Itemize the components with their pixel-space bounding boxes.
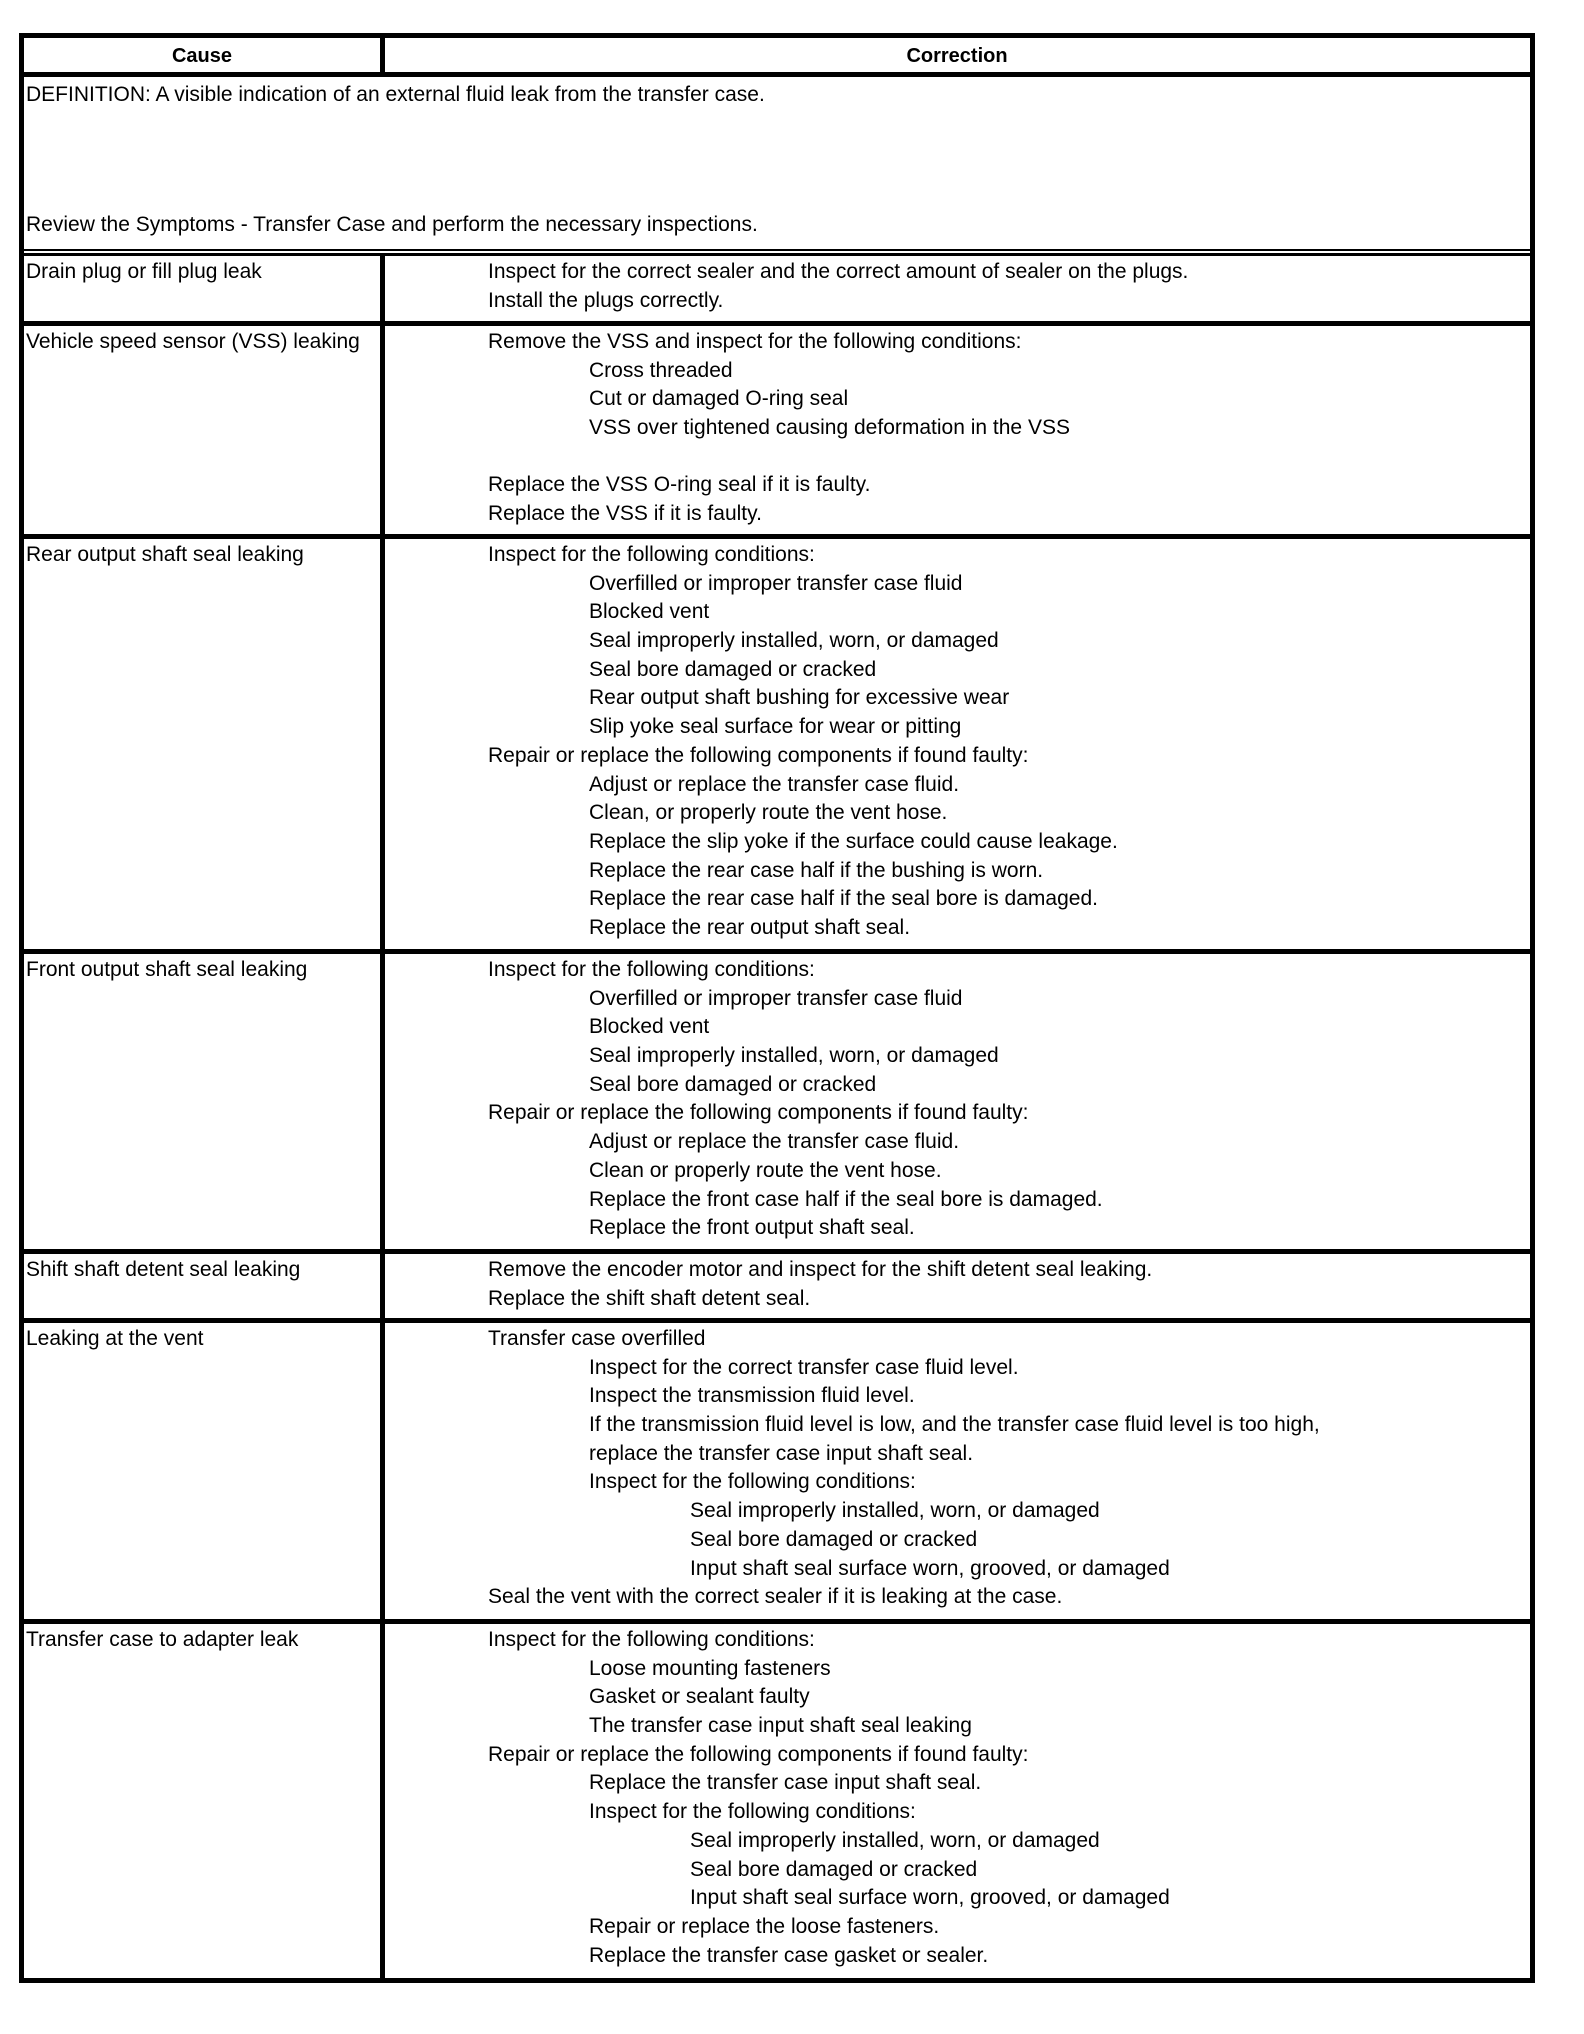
correction-line: Inspect for the following conditions: (488, 958, 815, 981)
correction-line: Replace the rear case half if the bushing is worn. (589, 858, 1044, 882)
correction-line: Overfilled or improper transfer case fluid (589, 986, 963, 1010)
correction-line: Replace the rear output shaft seal. (589, 915, 911, 939)
cause-cell: Rear output shaft seal leaking (26, 543, 304, 566)
correction-line: Slip yoke seal surface for wear or pitting (589, 715, 962, 739)
table-row (24, 1318, 1530, 1619)
correction-line: Replace the VSS O-ring seal if it is faulty. (488, 473, 871, 497)
column-divider (380, 1254, 385, 1323)
correction-line: Overfilled or improper transfer case fluid (589, 571, 963, 595)
definition-instruction: Review the Symptoms - Transfer Case and perform the necessary inspections. (26, 213, 758, 236)
definition-row (24, 77, 1530, 252)
correction-cell (488, 956, 1526, 1243)
cause-cell: Vehicle speed sensor (VSS) leaking (26, 330, 360, 353)
correction-line: replace the transfer case input shaft seal. (589, 1441, 974, 1465)
correction-line: Replace the VSS if it is faulty. (488, 502, 762, 526)
definition-text: DEFINITION: A visible indication of an external fluid leak from the transfer case. (26, 83, 765, 106)
cause-cell: Shift shaft detent seal leaking (26, 1258, 301, 1281)
correction-line: Inspect for the following conditions: (488, 543, 815, 566)
column-divider (380, 326, 385, 539)
column-divider (380, 954, 385, 1254)
cause-cell: Transfer case to adapter leak (26, 1628, 299, 1651)
table-row (24, 534, 1530, 949)
table-row (24, 256, 1530, 326)
correction-line: Seal the vent with the correct sealer if it is leaking at the case. (488, 1585, 1063, 1609)
correction-line: Remove the VSS and inspect for the following conditions: (488, 330, 1022, 353)
correction-line: Blocked vent (589, 600, 710, 624)
correction-line: Inspect for the following conditions: (589, 1800, 916, 1824)
correction-line: VSS over tightened causing deformation in the VSS (589, 416, 1070, 440)
correction-line: Replace the front case half if the seal bore is damaged. (589, 1187, 1103, 1211)
cause-cell: Front output shaft seal leaking (26, 958, 308, 981)
correction-line: Seal bore damaged or cracked (589, 657, 877, 681)
correction-cell (488, 258, 1526, 315)
correction-line: Seal bore damaged or cracked (589, 1072, 877, 1096)
table-row (24, 1249, 1530, 1318)
table-row (24, 949, 1530, 1249)
correction-line: Cut or damaged O-ring seal (589, 387, 849, 411)
table-header-row (24, 38, 1530, 77)
correction-line: Seal improperly installed, worn, or damaged (589, 629, 999, 653)
correction-line: Inspect for the correct transfer case fluid level. (589, 1355, 1019, 1379)
correction-line: Adjust or replace the transfer case fluid. (589, 772, 960, 796)
correction-cell (488, 328, 1526, 529)
correction-line: If the transmission fluid level is low, and the transfer case fluid level is too high, (589, 1413, 1320, 1437)
correction-cell (488, 1325, 1526, 1612)
correction-line: Seal improperly installed, worn, or damaged (589, 1044, 999, 1068)
correction-line: Replace the rear case half if the seal bore is damaged. (589, 887, 1098, 911)
correction-line: Blocked vent (589, 1015, 710, 1039)
correction-cell (488, 541, 1526, 943)
column-divider (380, 539, 385, 954)
correction-line: The transfer case input shaft seal leaking (589, 1714, 972, 1738)
correction-line: Replace the transfer case gasket or sealer. (589, 1943, 989, 1967)
column-divider (380, 1323, 385, 1624)
correction-line: Repair or replace the following components if found faulty: (488, 1742, 1029, 1766)
correction-line: Replace the transfer case input shaft seal. (589, 1771, 982, 1795)
cause-cell: Leaking at the vent (26, 1327, 204, 1350)
correction-line: Seal bore damaged or cracked (690, 1527, 978, 1551)
correction-line: Input shaft seal surface worn, grooved, or damaged (690, 1886, 1170, 1910)
correction-line: Rear output shaft bushing for excessive wear (589, 686, 1010, 710)
table-row (24, 321, 1530, 534)
correction-line: Input shaft seal surface worn, grooved, or damaged (690, 1556, 1170, 1580)
correction-line: Replace the shift shaft detent seal. (488, 1286, 811, 1310)
correction-line: Transfer case overfilled (488, 1327, 706, 1350)
column-header-correction: Correction (906, 45, 1008, 67)
correction-cell (488, 1626, 1526, 1970)
correction-line: Loose mounting fasteners (589, 1656, 831, 1680)
correction-line: Clean, or properly route the vent hose. (589, 801, 948, 825)
correction-line: Repair or replace the following components if found faulty: (488, 1101, 1029, 1125)
correction-line: Seal improperly installed, worn, or damaged (690, 1499, 1100, 1523)
correction-line: Repair or replace the following components if found faulty: (488, 743, 1029, 767)
correction-line: Adjust or replace the transfer case fluid. (589, 1130, 960, 1154)
column-header-cause: Cause (171, 45, 233, 67)
correction-line (488, 443, 1526, 472)
table-row (24, 1619, 1530, 1978)
cause-cell: Drain plug or fill plug leak (26, 260, 262, 283)
correction-line: Remove the encoder motor and inspect for the shift detent seal leaking. (488, 1258, 1153, 1281)
correction-cell (488, 1256, 1526, 1313)
correction-line: Install the plugs correctly. (488, 288, 724, 312)
correction-line: Cross threaded (589, 358, 733, 382)
correction-line: Inspect for the following conditions: (488, 1628, 815, 1651)
correction-line: Gasket or sealant faulty (589, 1685, 810, 1709)
definition-separator (24, 249, 1530, 256)
column-divider (380, 256, 385, 326)
column-divider (380, 1624, 385, 1983)
correction-line: Seal improperly installed, worn, or damaged (690, 1828, 1100, 1852)
correction-line: Repair or replace the loose fasteners. (589, 1914, 940, 1938)
correction-line: Replace the slip yoke if the surface could cause leakage. (589, 829, 1118, 853)
correction-line: Seal bore damaged or cracked (690, 1857, 978, 1881)
correction-line: Inspect the transmission fluid level. (589, 1384, 915, 1408)
correction-line: Inspect for the correct sealer and the correct amount of sealer on the plugs. (488, 260, 1189, 283)
correction-line: Replace the front output shaft seal. (589, 1216, 915, 1240)
correction-line: Clean or properly route the vent hose. (589, 1158, 942, 1182)
correction-line: Inspect for the following conditions: (589, 1470, 916, 1494)
diagnostic-table (19, 33, 1535, 1983)
